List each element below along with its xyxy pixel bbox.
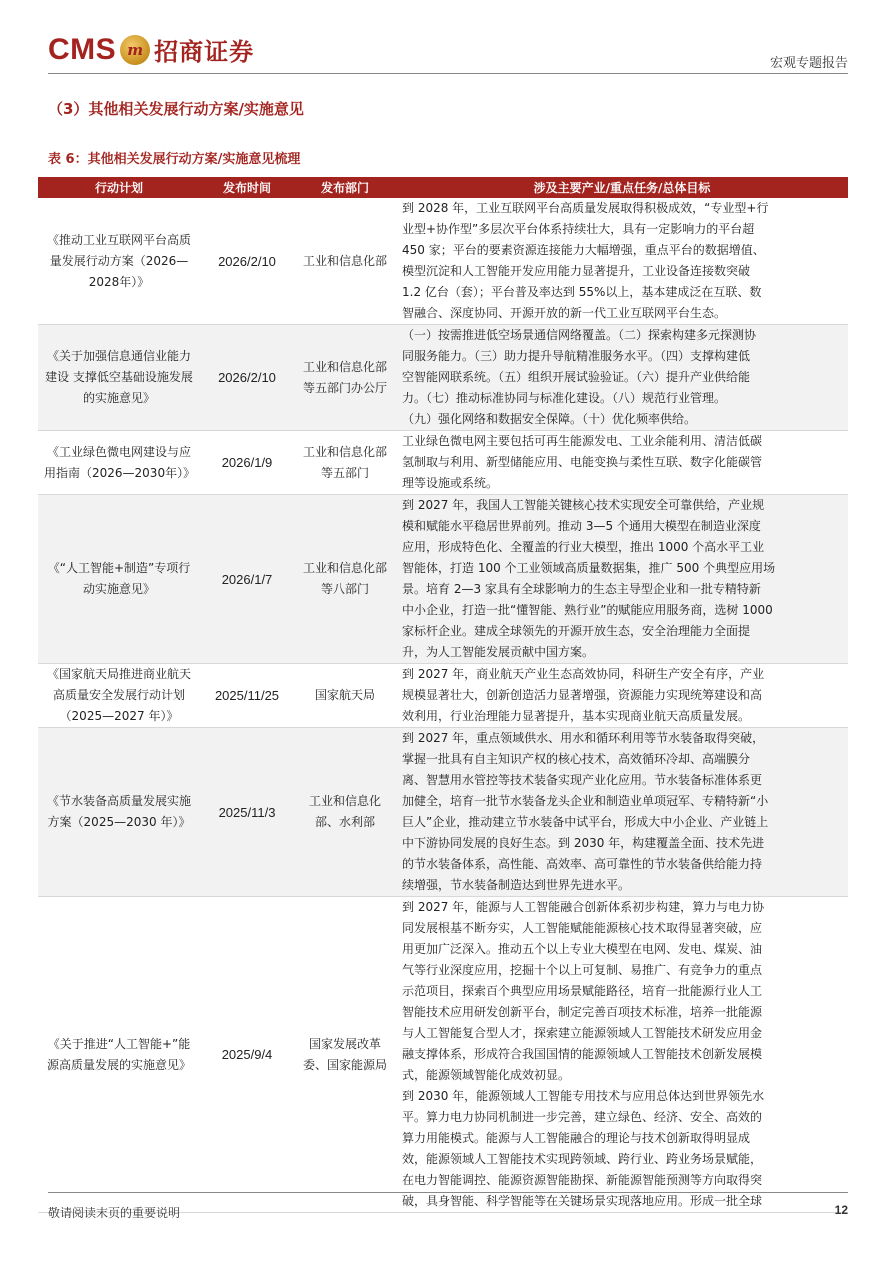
footer-divider <box>48 1192 848 1193</box>
description-line: 业型+协作型”多层次平台体系持续壮大，具有一定影响力的平台超 <box>402 222 755 236</box>
col-header-plan: 行动计划 <box>38 177 200 198</box>
description-line: 气等行业深度应用，挖掘十个以上可复制、易推广、有竞争力的重点 <box>402 963 763 977</box>
policy-table <box>38 177 848 1213</box>
description-line: 家标杆企业。建成全球领先的开源开放生态，安全治理能力全面提 <box>402 624 751 638</box>
description-line: 智能技术应用研发创新平台，制定完善百项技术标准，培养一批能源 <box>402 1005 763 1019</box>
description-line: 景。培育 2—3 家具有全球影响力的生态主导型企业和一批专精特新 <box>402 582 761 596</box>
description-line: 用更加广泛深入。推动五个以上专业大模型在电网、发电、煤炭、油 <box>402 942 763 956</box>
footer-note: 敬请阅读末页的重要说明 <box>48 1206 181 1220</box>
description-line: 氢制取与利用、新型储能应用、电能变换与柔性互联、数字化能碳管 <box>402 455 763 469</box>
description-line: 效利用，行业治理能力显著提升，基本实现商业航天高质量发展。 <box>402 709 751 723</box>
table-row <box>38 325 848 431</box>
plan-name-cell: 《节水装备高质量发展实施方案（2025—2030 年）》 <box>38 728 200 897</box>
description-line: 同服务能力。（三）助力提升导航精准服务水平。（四）支撑构建低 <box>402 349 751 363</box>
department-cell: 工业和信息化部等八部门 <box>294 495 396 664</box>
department-cell: 国家航天局 <box>294 664 396 728</box>
description-cell <box>396 431 848 495</box>
description-line: 规模显著壮大，创新创造活力显著增强，资源能力实现统筹建设和高 <box>402 688 763 702</box>
description-line: 示范项目，探索百个典型应用场景赋能路径，培育一批能源行业人工 <box>402 984 763 998</box>
plan-name-cell: 《工业绿色微电网建设与应用指南（2026—2030年）》 <box>38 431 200 495</box>
table-row <box>38 431 848 495</box>
description-line: 到 2027 年，商业航天产业生态高效协同，科研生产安全有序，产业 <box>402 667 765 681</box>
table-row <box>38 198 848 325</box>
release-date-cell: 2026/1/9 <box>200 431 294 495</box>
plan-name-cell: 《“人工智能+制造”专项行动实施意见》 <box>38 495 200 664</box>
description-line: 力。（七）推动标准协同与标准化建设。（八）规范行业管理。 <box>402 391 727 405</box>
col-header-desc: 涉及主要产业/重点任务/总体目标 <box>396 177 848 198</box>
department-cell: 国家发展改革委、国家能源局 <box>294 897 396 1213</box>
description-line: 到 2030 年，能源领域人工智能专用技术与应用总体达到世界领先水 <box>402 1089 765 1103</box>
col-header-dept: 发布部门 <box>294 177 396 198</box>
description-line: 到 2027 年，能源与人工智能融合创新体系初步构建，算力与电力协 <box>402 900 765 914</box>
logo-latin-text: CMS <box>48 32 117 66</box>
description-cell <box>396 198 848 325</box>
table-header-row <box>38 177 848 198</box>
description-line: 在电力智能调控、能源资源智能勘探、新能源智能预测等方向取得突 <box>402 1173 763 1187</box>
description-line: 到 2028 年，工业互联网平台高质量发展取得积极成效，“专业型+行 <box>402 201 769 215</box>
report-type-label: 宏观专题报告 <box>769 56 848 71</box>
header-divider <box>48 73 848 74</box>
release-date-cell: 2025/11/25 <box>200 664 294 728</box>
description-line: 加健全，培育一批节水装备龙头企业和制造业单项冠军、专精特新“小 <box>402 794 769 808</box>
description-line: 升，为人工智能发展贡献中国方案。 <box>402 645 595 659</box>
description-cell <box>396 728 848 897</box>
description-line: 效，能源领域人工智能技术实现跨领域、跨行业、跨业务场景赋能， <box>402 1152 763 1166</box>
department-cell: 工业和信息化部 <box>294 198 396 325</box>
table-row <box>38 495 848 664</box>
description-line: 融支撑体系，形成符合我国国情的能源领域人工智能技术创新发展模 <box>402 1047 763 1061</box>
description-line: 到 2027 年，我国人工智能关键核心技术实现安全可靠供给，产业规 <box>402 498 765 512</box>
description-cell <box>396 664 848 728</box>
description-line: 续增强，节水装备制造达到世界先进水平。 <box>402 878 631 892</box>
description-line: 模型沉淀和人工智能开发应用能力显著提升，工业设备连接数突破 <box>402 264 751 278</box>
description-line: 到 2027 年，重点领域供水、用水和循环利用等节水装备取得突破， <box>402 731 765 745</box>
table-row <box>38 728 848 897</box>
release-date-cell: 2025/11/3 <box>200 728 294 897</box>
description-line: 工业绿色微电网主要包括可再生能源发电、工业余能利用、清洁低碳 <box>402 434 763 448</box>
description-line: 离、智慧用水管控等技术装备实现产业化应用。节水装备标准体系更 <box>402 773 763 787</box>
description-line: 掌握一批具有自主知识产权的核心技术，高效循环冷却、高端膜分 <box>402 752 751 766</box>
description-line: 1.2 亿台（套）；平台普及率达到 55%以上，基本建成泛在互联、数 <box>402 285 762 299</box>
department-cell: 工业和信息化部等五部门 <box>294 431 396 495</box>
table-row <box>38 664 848 728</box>
description-line: 应用，形成特色化、全覆盖的行业大模型，推出 1000 个高水平工业 <box>402 540 765 554</box>
description-line: 空智能网联系统。（五）组织开展试验验证。（六）提升产业供给能 <box>402 370 751 384</box>
table-body <box>38 198 848 1213</box>
release-date-cell: 2026/2/10 <box>200 325 294 431</box>
description-line: 中下游协同发展的良好生态。到 2030 年，构建覆盖全面、技术先进 <box>402 836 765 850</box>
plan-name-cell: 《国家航天局推进商业航天高质量安全发展行动计划（2025—2027 年）》 <box>38 664 200 728</box>
description-line: 算力用能模式。能源与人工智能融合的理论与技术创新取得明显成 <box>402 1131 751 1145</box>
description-cell <box>396 897 848 1213</box>
col-header-date: 发布时间 <box>200 177 294 198</box>
logo-chinese-text: 招商证券 <box>154 37 255 66</box>
description-line: 的节水装备体系，高性能、高效率、高可靠性的节水装备供给能力持 <box>402 857 763 871</box>
description-cell <box>396 325 848 431</box>
company-logo <box>48 32 254 67</box>
department-cell: 工业和信息化部、水利部 <box>294 728 396 897</box>
description-line: 模和赋能水平稳居世界前列。推动 3—5 个通用大模型在制造业深度 <box>402 519 761 533</box>
description-line: 理等设施或系统。 <box>402 476 499 490</box>
description-line: 与人工智能复合型人才，探索建立能源领域人工智能技术研发应用金 <box>402 1026 763 1040</box>
plan-name-cell: 《推动工业互联网平台高质量发展行动方案（2026—2028年）》 <box>38 198 200 325</box>
description-line: （一）按需推进低空场景通信网络覆盖。（二）探索构建多元探测协 <box>402 328 757 342</box>
description-line: 中小企业，打造一批“懂智能、熟行业”的赋能应用服务商，选树 1000 <box>402 603 773 617</box>
description-line: 破，具身智能、科学智能等在关键场景实现落地应用。形成一批全球 <box>402 1194 763 1208</box>
page-header <box>48 28 848 72</box>
release-date-cell: 2026/2/10 <box>200 198 294 325</box>
description-line: 智融合、深度协同、开源开放的新一代工业互联网平台生态。 <box>402 306 727 320</box>
plan-name-cell: 《关于推进“人工智能+”能源高质量发展的实施意见》 <box>38 897 200 1213</box>
description-line: 平。算力电力协同机制进一步完善，建立绿色、经济、安全、高效的 <box>402 1110 763 1124</box>
table-row <box>38 897 848 1213</box>
table-title: 表 6：其他相关发展行动方案/实施意见梳理 <box>48 152 301 167</box>
description-line: 巨人”企业，推动建立节水装备中试平台，形成大中小企业、产业链上 <box>402 815 769 829</box>
plan-name-cell: 《关于加强信息通信业能力建设 支撑低空基础设施发展的实施意见》 <box>38 325 200 431</box>
description-line: 智能体，打造 100 个工业领域高质量数据集，推广 500 个典型应用场 <box>402 561 776 575</box>
description-line: 同发展根基不断夯实，人工智能赋能能源核心技术取得显著突破，应 <box>402 921 763 935</box>
release-date-cell: 2026/1/7 <box>200 495 294 664</box>
description-line: 450 家；平台的要素资源连接能力大幅增强，重点平台的数据增值、 <box>402 243 765 257</box>
section-title: （3）其他相关发展行动方案/实施意见 <box>48 100 304 118</box>
logo-coin-icon: m <box>120 35 150 65</box>
department-cell: 工业和信息化部等五部门办公厅 <box>294 325 396 431</box>
description-line: 式，能源领域智能化成效初显。 <box>402 1068 571 1082</box>
description-line: （九）强化网络和数据安全保障。（十）优化频率供给。 <box>402 412 697 426</box>
page-number: 12 <box>834 1203 848 1217</box>
description-cell <box>396 495 848 664</box>
release-date-cell: 2025/9/4 <box>200 897 294 1213</box>
